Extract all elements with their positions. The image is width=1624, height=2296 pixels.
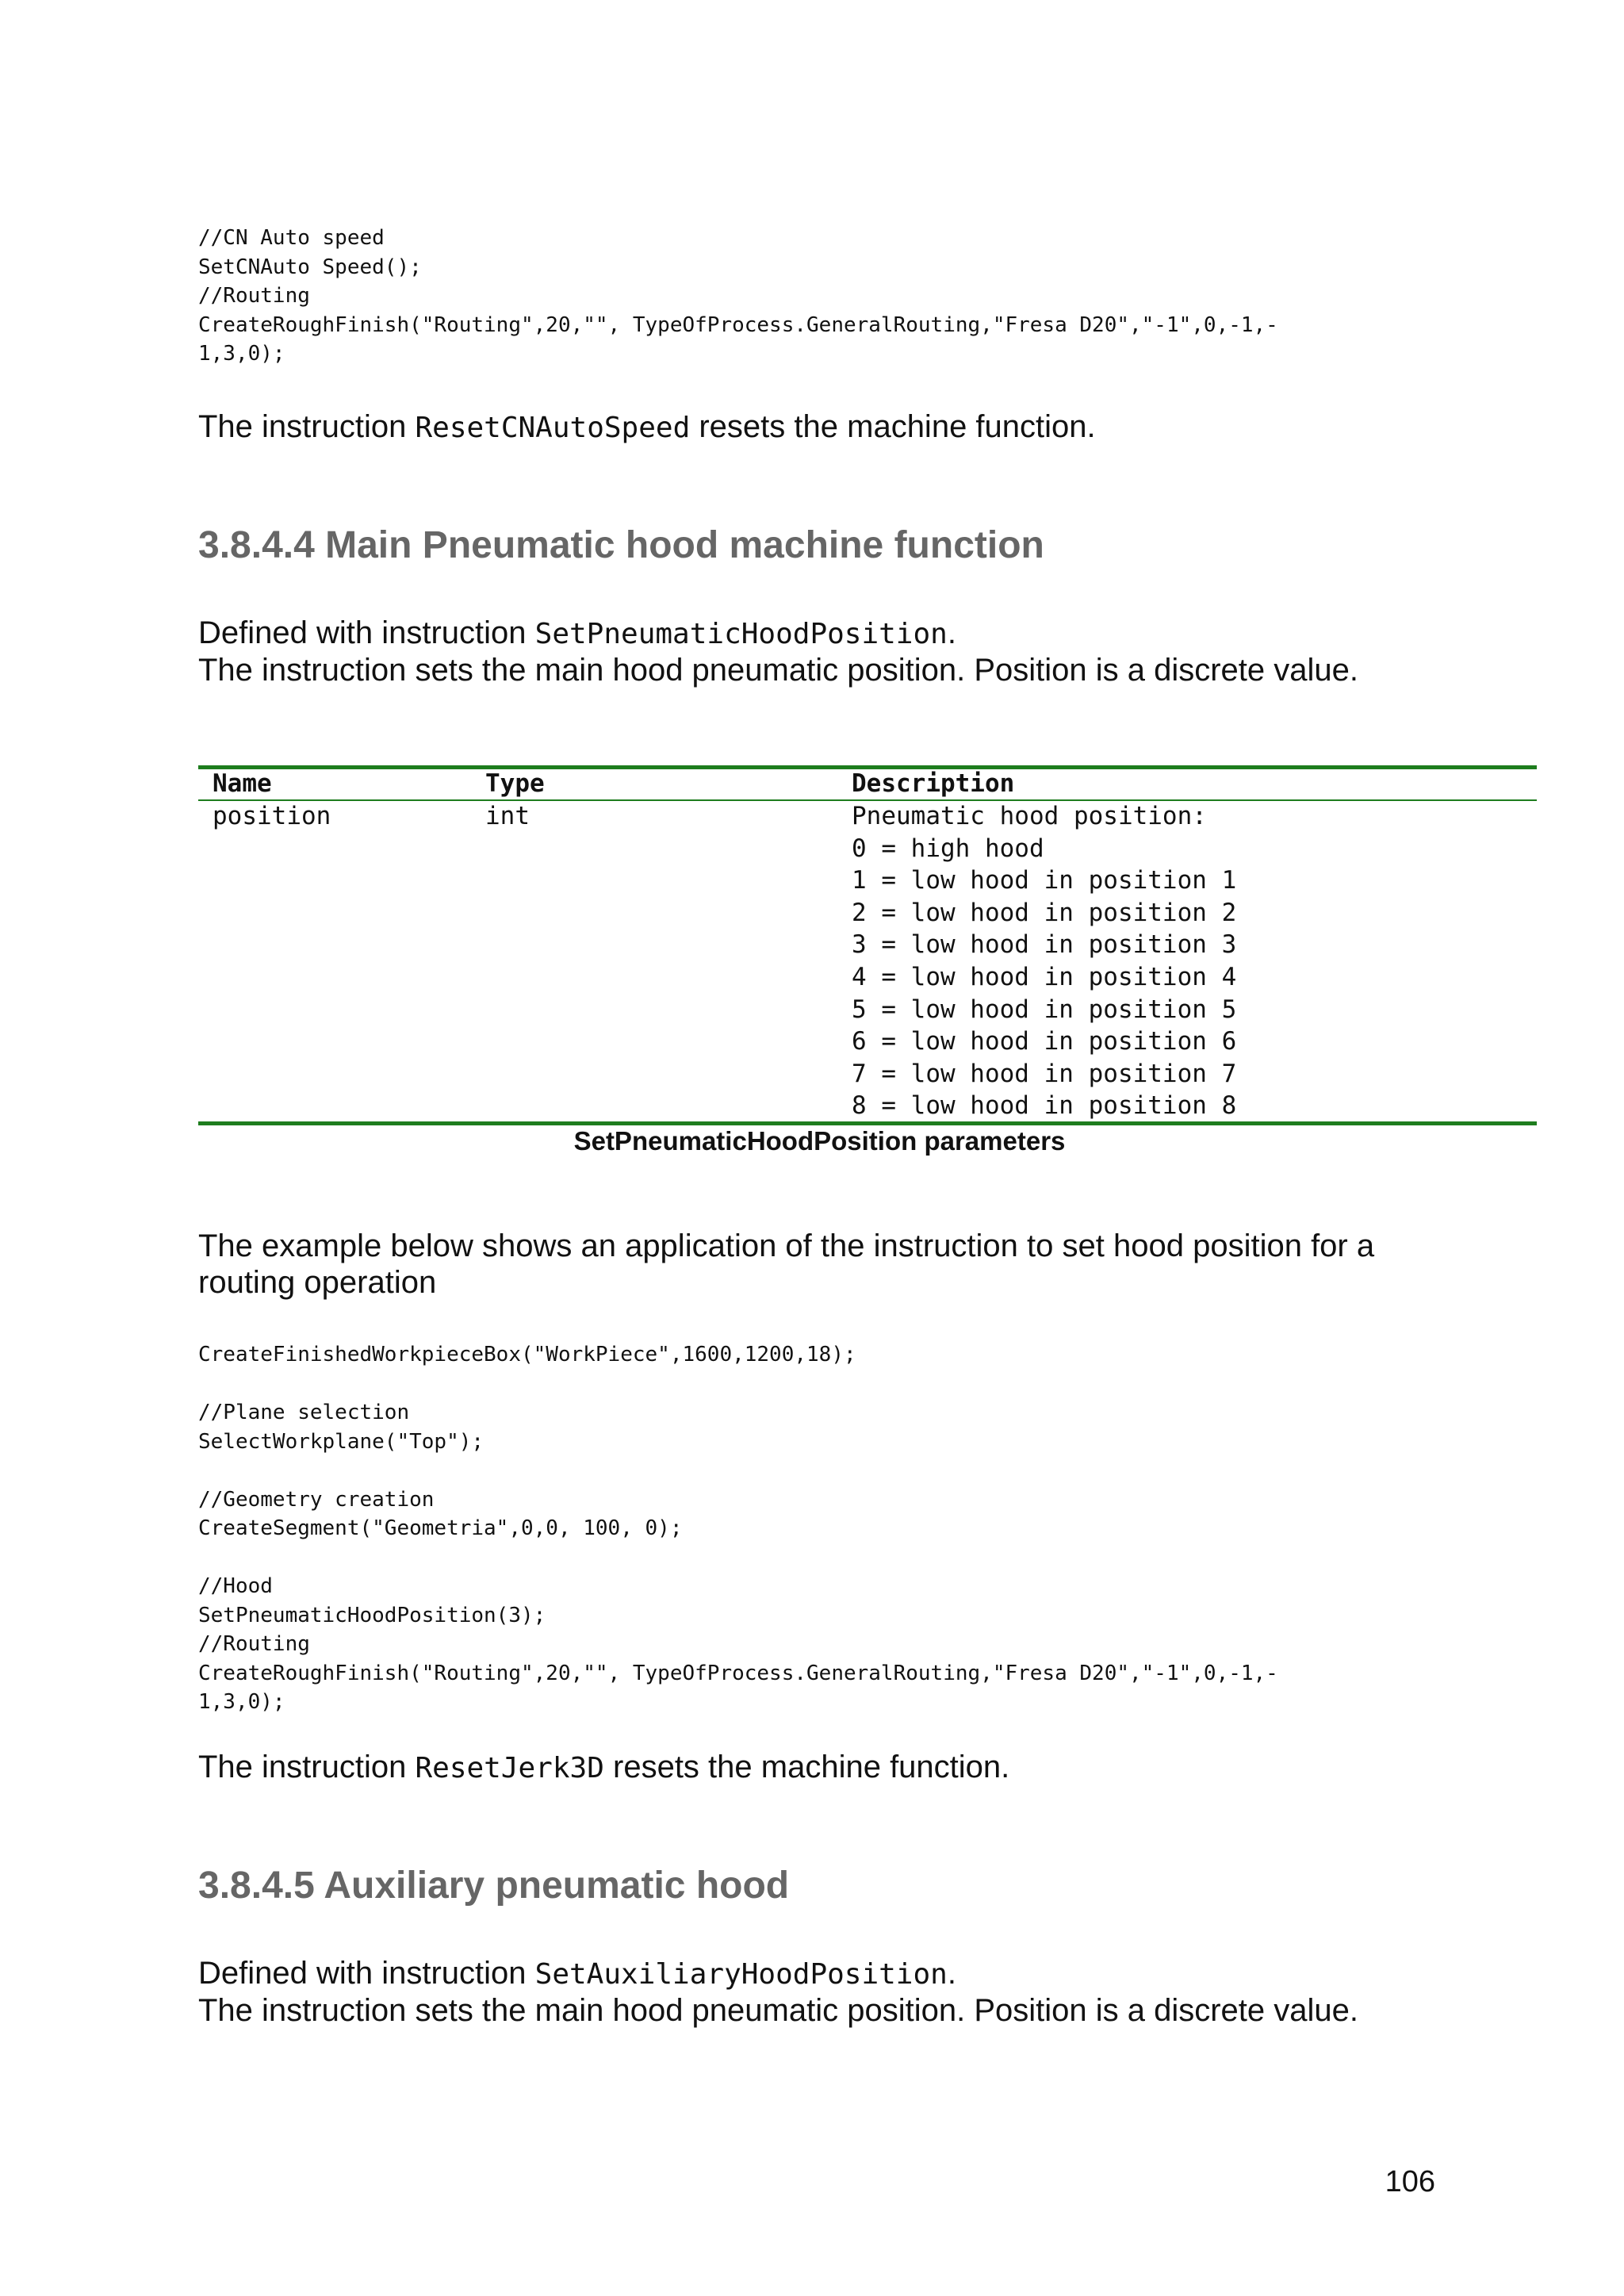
code-line	[198, 1543, 1278, 1573]
description-line: 2 = low hood in position 2	[852, 898, 1237, 927]
code-line: CreateSegment("Geometria",0,0, 100, 0);	[198, 1516, 683, 1540]
example-intro-line-1: The example below shows an application of the instruction to set hood position for a	[198, 1228, 1375, 1263]
defined-with-period: .	[947, 615, 956, 650]
code-line	[198, 1456, 1278, 1485]
code-line: CreateRoughFinish("Routing",20,"", TypeOfProcess.GeneralRouting,"Fresa D20","-1",0,-1,-	[198, 1661, 1278, 1685]
reset-autospeed-paragraph	[198, 408, 1096, 447]
aux-defined-with-text: Defined with instruction	[198, 1956, 535, 1991]
code-line	[198, 1370, 1278, 1399]
reset-autospeed-code: ResetCNAutoSpeed	[415, 412, 691, 444]
aux-defined-with-code: SetAuxiliaryHoodPosition	[534, 1958, 948, 1991]
table-header-description: Description	[852, 769, 1015, 798]
code-line: //Routing	[198, 284, 310, 308]
code-line: SetCNAuto Speed();	[198, 255, 422, 279]
code-line: 1,3,0);	[198, 342, 285, 366]
reset-autospeed-text-pre: The instruction	[198, 409, 416, 444]
defined-with-code: SetPneumaticHoodPosition	[534, 618, 948, 650]
description-line: 0 = high hood	[852, 834, 1044, 863]
description-line: 1 = low hood in position 1	[852, 866, 1237, 895]
code-line: //Geometry creation	[198, 1487, 435, 1512]
section-heading-main-hood: 3.8.4.4 Main Pneumatic hood machine function	[198, 524, 1044, 566]
code-line: CreateFinishedWorkpieceBox("WorkPiece",1600,1200,18);	[198, 1343, 856, 1366]
aux-defined-with-paragraph	[198, 1955, 956, 1993]
table-cell-description	[852, 800, 1236, 1122]
code-line: CreateRoughFinish("Routing",20,"", TypeOfProcess.GeneralRouting,"Fresa D20","-1",0,-1,-	[198, 312, 1278, 337]
description-line: 4 = low hood in position 4	[852, 962, 1237, 991]
aux-defined-with-period: .	[947, 1956, 956, 1991]
aux-section-description: The instruction sets the main hood pneumatic position. Position is a discrete value.	[198, 1993, 1359, 2028]
section-description: The instruction sets the main hood pneumatic position. Position is a discrete value.	[198, 653, 1359, 688]
reset-jerk-text-post: resets the machine function.	[603, 1750, 1010, 1784]
table-header-type: Type	[485, 769, 545, 798]
table-cell-type: int	[485, 802, 530, 830]
description-line: 7 = low hood in position 7	[852, 1059, 1237, 1088]
defined-with-text: Defined with instruction	[198, 615, 535, 650]
description-line: 6 = low hood in position 6	[852, 1027, 1237, 1056]
code-line: //Plane selection	[198, 1401, 410, 1424]
reset-jerk-paragraph	[198, 1749, 1009, 1787]
reset-jerk-text-pre: The instruction	[198, 1750, 416, 1784]
code-block-autospeed	[198, 224, 1278, 369]
section-heading-auxiliary-hood: 3.8.4.5 Auxiliary pneumatic hood	[198, 1865, 790, 1907]
description-line: Pneumatic hood position:	[852, 802, 1207, 830]
defined-with-paragraph	[198, 615, 956, 653]
code-line: //Routing	[198, 1632, 310, 1656]
code-line: //CN Auto speed	[198, 226, 385, 250]
table-header-name: Name	[213, 769, 272, 798]
description-line: 5 = low hood in position 5	[852, 995, 1237, 1024]
code-line: 1,3,0);	[198, 1690, 285, 1714]
table-cell-name: position	[213, 802, 331, 830]
table-bottom-rule	[198, 1121, 1537, 1125]
code-line: SetPneumaticHoodPosition(3);	[198, 1603, 546, 1627]
reset-jerk-code: ResetJerk3D	[415, 1752, 604, 1784]
description-line: 3 = low hood in position 3	[852, 930, 1237, 960]
code-line: SelectWorkplane("Top");	[198, 1429, 485, 1454]
page-number: 106	[1385, 2165, 1435, 2198]
reset-autospeed-text-post: resets the machine function.	[690, 409, 1096, 444]
code-block-example	[198, 1340, 1278, 1717]
description-line: 8 = low hood in position 8	[852, 1091, 1237, 1121]
example-intro-line-2: routing operation	[198, 1265, 437, 1300]
code-line: //Hood	[198, 1574, 273, 1598]
table-caption: SetPneumaticHoodPosition parameters	[573, 1126, 1066, 1156]
